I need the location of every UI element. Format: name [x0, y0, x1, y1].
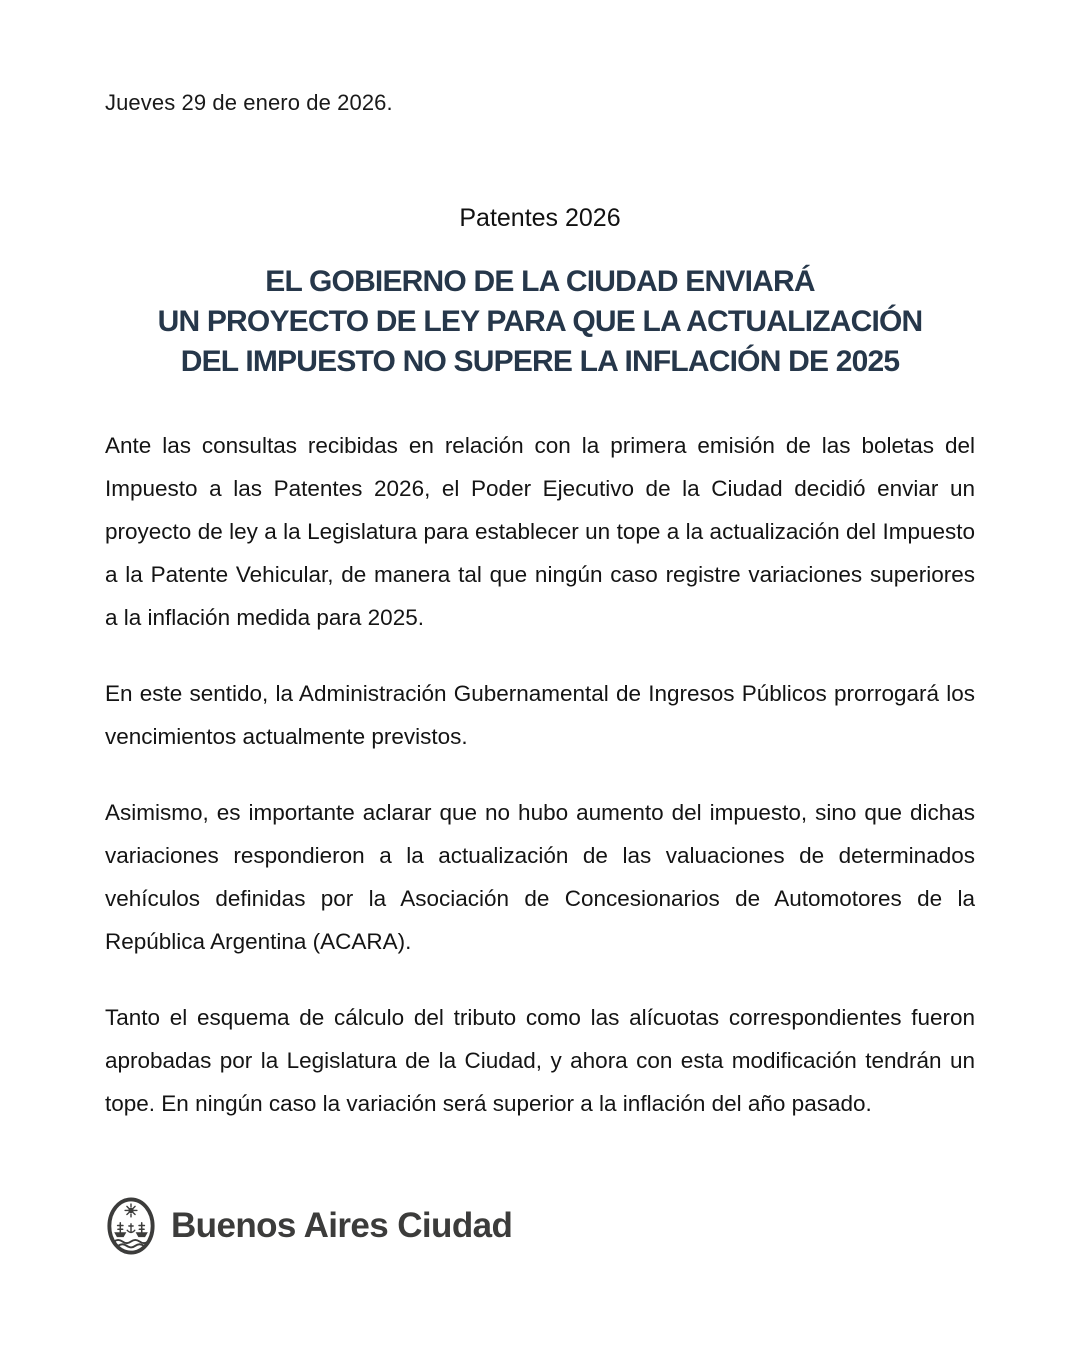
buenos-aires-seal-icon — [105, 1196, 157, 1256]
body-paragraph: Tanto el esquema de cálculo del tributo como las alícuotas correspondientes fueron aprobadas por la Legislatura de la Ciudad, y ahora con esta modificación tendrán un tope. En ningún caso la variación será superior a la inflación del año pasado. — [105, 1005, 975, 1116]
headline — [0, 262, 1080, 382]
date-line: Jueves 29 de enero de 2026. — [105, 90, 393, 115]
body-paragraph: En este sentido, la Administración Gubernamental de Ingresos Públicos prorrogará los vencimientos actualmente previstos. — [105, 681, 975, 749]
headline-line-2: UN PROYECTO DE LEY PARA QUE LA ACTUALIZACIÓN — [157, 305, 923, 338]
body-copy — [105, 424, 975, 1158]
headline-line-1: EL GOBIERNO DE LA CIUDAD ENVIARÁ — [265, 265, 815, 298]
kicker-patentes: Patentes 2026 — [459, 204, 621, 232]
body-paragraph: Ante las consultas recibidas en relación con la primera emisión de las boletas del Impuesto a las Patentes 2026, el Poder Ejecutivo de la Ciudad decidió enviar un proyecto de ley a la Legislatura para establecer un tope a la actualización del Impuesto a la Patente Vehicular, de manera tal que ningún caso registre variaciones superiores a la inflación medida para 2025. — [105, 433, 975, 630]
body-paragraph: Asimismo, es importante aclarar que no hubo aumento del impuesto, sino que dichas variaciones respondieron a la actualización de las valuaciones de determinados vehículos definidas por la Asociación de Concesionarios de Automotores de la República Argentina (ACARA). — [105, 800, 975, 954]
footer-logo — [105, 1196, 512, 1256]
headline-line-3: DEL IMPUESTO NO SUPERE LA INFLACIÓN DE 2025 — [180, 345, 900, 378]
logo-text: Buenos Aires Ciudad — [171, 1206, 513, 1245]
